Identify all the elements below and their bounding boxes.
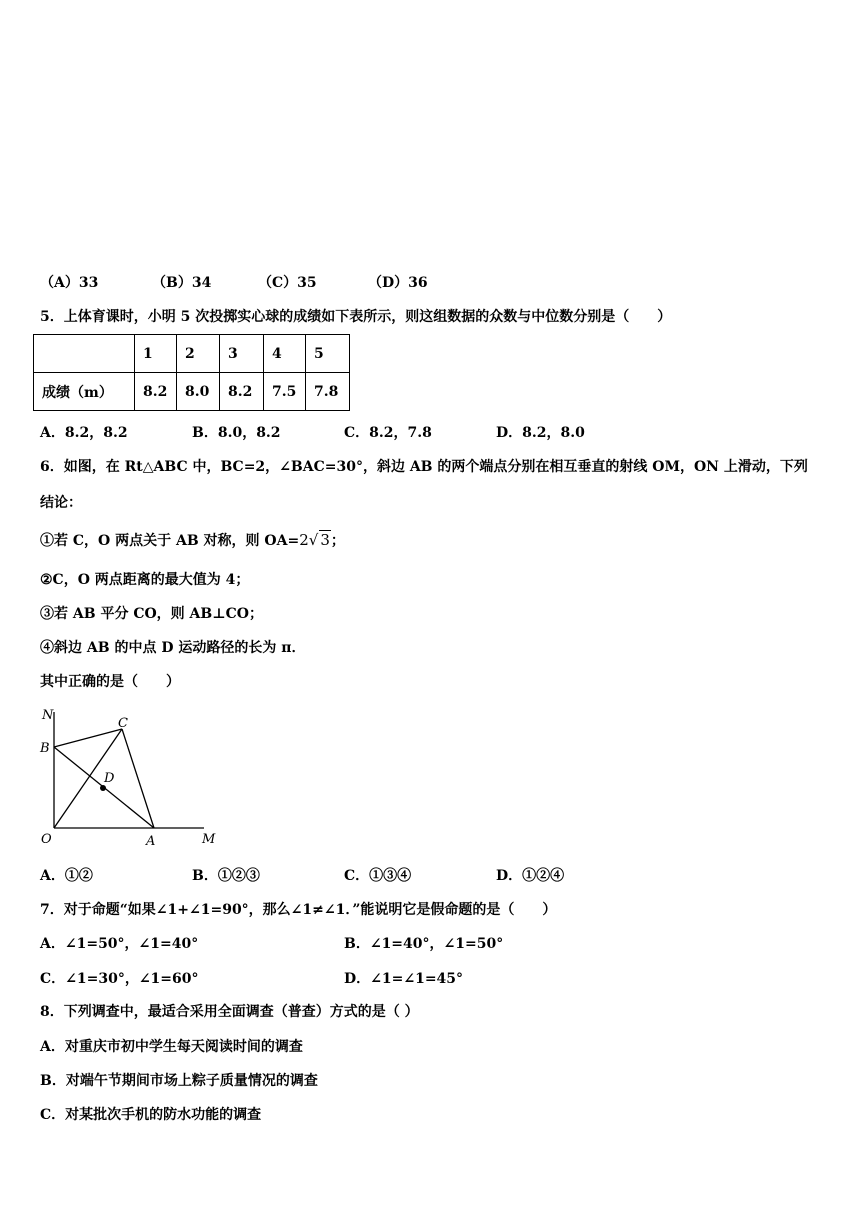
table-header-cell: 5 xyxy=(306,335,350,373)
table-header-cell xyxy=(34,335,135,373)
label-o: O xyxy=(41,832,52,847)
q7-stem: 7．对于命题“如果∠1+∠1=90°，那么∠1≠∠1．”能说明它是假命题的是（ ） xyxy=(40,902,557,918)
label-n: N xyxy=(42,708,54,723)
q8-option-b: B．对端午节期间市场上粽子质量情况的调查 xyxy=(40,1073,318,1089)
table-row-label: 成绩（m） xyxy=(34,373,135,411)
table-header-cell: 3 xyxy=(220,335,264,373)
q6-statement-4: ④斜边 AB 的中点 D 运动路径的长为 π． xyxy=(40,640,306,656)
q4-option-c: （C）35 xyxy=(258,275,317,291)
table-header-cell: 2 xyxy=(177,335,220,373)
label-m: M xyxy=(202,832,216,847)
q6-stem-line1: 6．如图，在 Rt△ABC 中，BC=2，∠BAC=30°，斜边 AB 的两个端点分别在相互垂直的射线 OM，ON 上滑动，下列 xyxy=(40,459,808,475)
sqrt-coef: 2 xyxy=(299,531,309,549)
q5-score-table xyxy=(33,334,350,411)
q7-option-a: A．∠1=50°，∠1=40° xyxy=(40,936,199,952)
table-cell: 8.0 xyxy=(177,373,220,411)
table-cell: 8.2 xyxy=(135,373,177,411)
label-c: C xyxy=(118,716,128,731)
statement-1-prefix: ①若 C，O 两点关于 AB 对称，则 OA= xyxy=(40,533,300,549)
q7-option-b: B．∠1=40°，∠1=50° xyxy=(344,936,504,952)
table-header-cell: 1 xyxy=(135,335,177,373)
q6-geometry-figure xyxy=(36,702,226,852)
q6-statement-2: ②C，O 两点距离的最大值为 4； xyxy=(40,572,250,588)
q5-option-a: A．8.2，8.2 xyxy=(40,425,128,441)
table-cell: 7.5 xyxy=(264,373,306,411)
sqrt-expression xyxy=(299,531,331,549)
label-b: B xyxy=(40,741,50,756)
q5-option-c: C．8.2，7.8 xyxy=(344,425,432,441)
q5-option-d: D．8.2，8.0 xyxy=(496,425,585,441)
q5-stem: 5．上体育课时，小明 5 次投掷实心球的成绩如下表所示，则这组数据的众数与中位数分别是（ ） xyxy=(40,309,672,325)
q6-option-b: B．①②③ xyxy=(192,868,260,884)
q7-option-d: D．∠1=∠1=45° xyxy=(344,971,464,987)
q6-statement-1 xyxy=(40,531,345,550)
q7-option-c: C．∠1=30°，∠1=60° xyxy=(40,971,199,987)
q6-statement-3: ③若 AB 平分 CO，则 AB⊥CO； xyxy=(40,606,264,622)
q6-option-d: D．①②④ xyxy=(496,868,565,884)
table-header-cell: 4 xyxy=(264,335,306,373)
statement-1-suffix: ； xyxy=(330,533,345,549)
q4-option-a: （A）33 xyxy=(40,275,99,291)
label-d: D xyxy=(104,771,115,786)
q6-ask: 其中正确的是（ ） xyxy=(40,674,180,690)
q4-option-d: （D）36 xyxy=(368,275,428,291)
q6-stem-line2: 结论： xyxy=(40,495,82,511)
table-row xyxy=(34,335,350,373)
segment-ca xyxy=(122,729,154,828)
table-row xyxy=(34,373,350,411)
q5-option-b: B．8.0，8.2 xyxy=(192,425,281,441)
q8-option-a: A．对重庆市初中学生每天阅读时间的调查 xyxy=(40,1039,303,1055)
label-a: A xyxy=(146,834,156,849)
radical-sign: √ xyxy=(308,531,319,549)
q8-stem: 8．下列调查中，最适合采用全面调查（普查）方式的是（ ） xyxy=(40,1004,419,1020)
radicand: 3 xyxy=(320,531,330,549)
q6-option-c: C．①③④ xyxy=(344,868,412,884)
table-cell: 8.2 xyxy=(220,373,264,411)
table-cell: 7.8 xyxy=(306,373,350,411)
q6-option-a: A．①② xyxy=(40,868,93,884)
q8-option-c: C．对某批次手机的防水功能的调查 xyxy=(40,1107,262,1123)
q4-option-b: （B）34 xyxy=(152,275,212,291)
